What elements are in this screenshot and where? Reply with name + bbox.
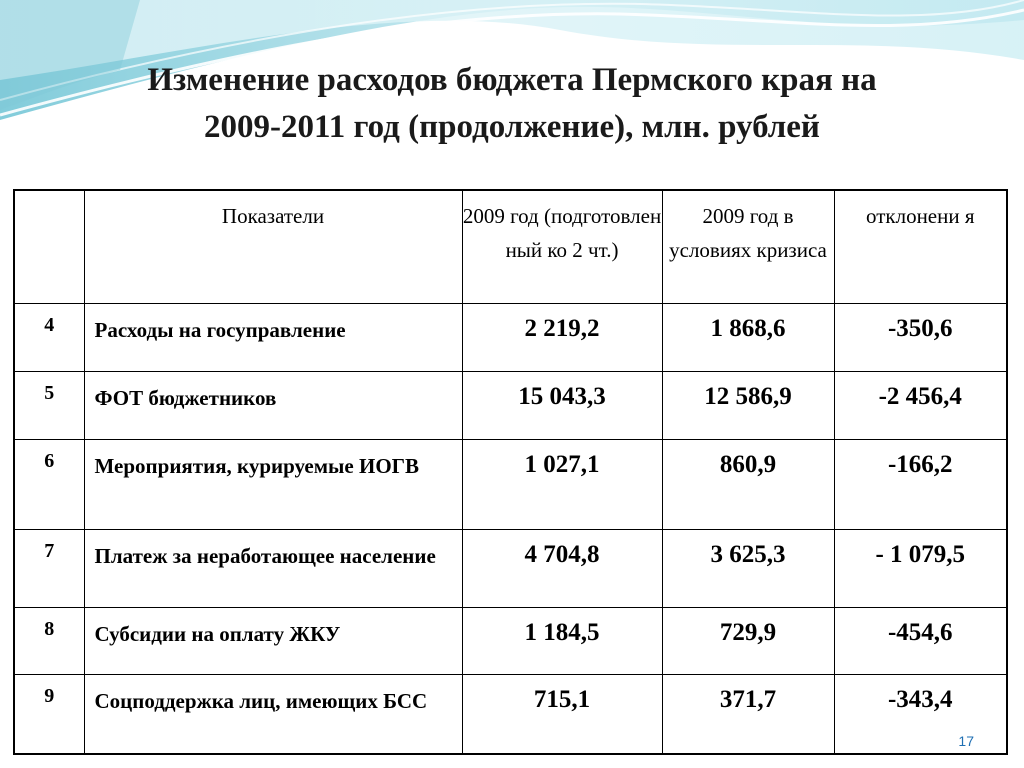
- row-num: 6: [14, 439, 84, 529]
- row-prepared: 1 027,1: [462, 439, 662, 529]
- page-number: 17: [958, 733, 974, 749]
- header-num: [14, 190, 84, 303]
- row-deviation: -166,2: [834, 439, 1007, 529]
- table-header-row: [14, 190, 1007, 303]
- header-prepared: 2009 год (подготовлен ный ко 2 чт.): [462, 190, 662, 303]
- row-name: Мероприятия, курируемые ИОГВ: [84, 439, 462, 529]
- row-prepared: 1 184,5: [462, 607, 662, 674]
- table-row: [14, 371, 1007, 439]
- row-name: Расходы на госуправление: [84, 303, 462, 371]
- row-prepared: 715,1: [462, 674, 662, 754]
- row-num: 7: [14, 529, 84, 607]
- row-deviation: -2 456,4: [834, 371, 1007, 439]
- title-line-2: 2009-2011 год (продолжение), млн. рублей: [204, 109, 820, 145]
- header-deviation: отклонени я: [834, 190, 1007, 303]
- row-crisis: 729,9: [662, 607, 834, 674]
- row-name: Субсидии на оплату ЖКУ: [84, 607, 462, 674]
- row-num: 9: [14, 674, 84, 754]
- table-row: [14, 529, 1007, 607]
- row-prepared: 15 043,3: [462, 371, 662, 439]
- row-deviation: -350,6: [834, 303, 1007, 371]
- row-crisis: 12 586,9: [662, 371, 834, 439]
- table-row: [14, 303, 1007, 371]
- table-row: [14, 674, 1007, 754]
- row-num: 8: [14, 607, 84, 674]
- row-deviation: -454,6: [834, 607, 1007, 674]
- table-row: [14, 607, 1007, 674]
- row-prepared: 2 219,2: [462, 303, 662, 371]
- row-num: 4: [14, 303, 84, 371]
- row-num: 5: [14, 371, 84, 439]
- table-row: [14, 439, 1007, 529]
- row-prepared: 4 704,8: [462, 529, 662, 607]
- row-deviation: - 1 079,5: [834, 529, 1007, 607]
- row-name: Платеж за неработающее население: [84, 529, 462, 607]
- header-indicator: Показатели: [84, 190, 462, 303]
- row-deviation: -343,4: [834, 674, 1007, 754]
- slide-title: [40, 57, 984, 151]
- header-crisis: 2009 год в условиях кризиса: [662, 190, 834, 303]
- row-name: ФОТ бюджетников: [84, 371, 462, 439]
- row-name: Соцподдержка лиц, имеющих БСС: [84, 674, 462, 754]
- row-crisis: 371,7: [662, 674, 834, 754]
- row-crisis: 860,9: [662, 439, 834, 529]
- row-crisis: 3 625,3: [662, 529, 834, 607]
- row-crisis: 1 868,6: [662, 303, 834, 371]
- title-line-1: Изменение расходов бюджета Пермского края на: [147, 62, 877, 98]
- budget-table: [13, 189, 1008, 755]
